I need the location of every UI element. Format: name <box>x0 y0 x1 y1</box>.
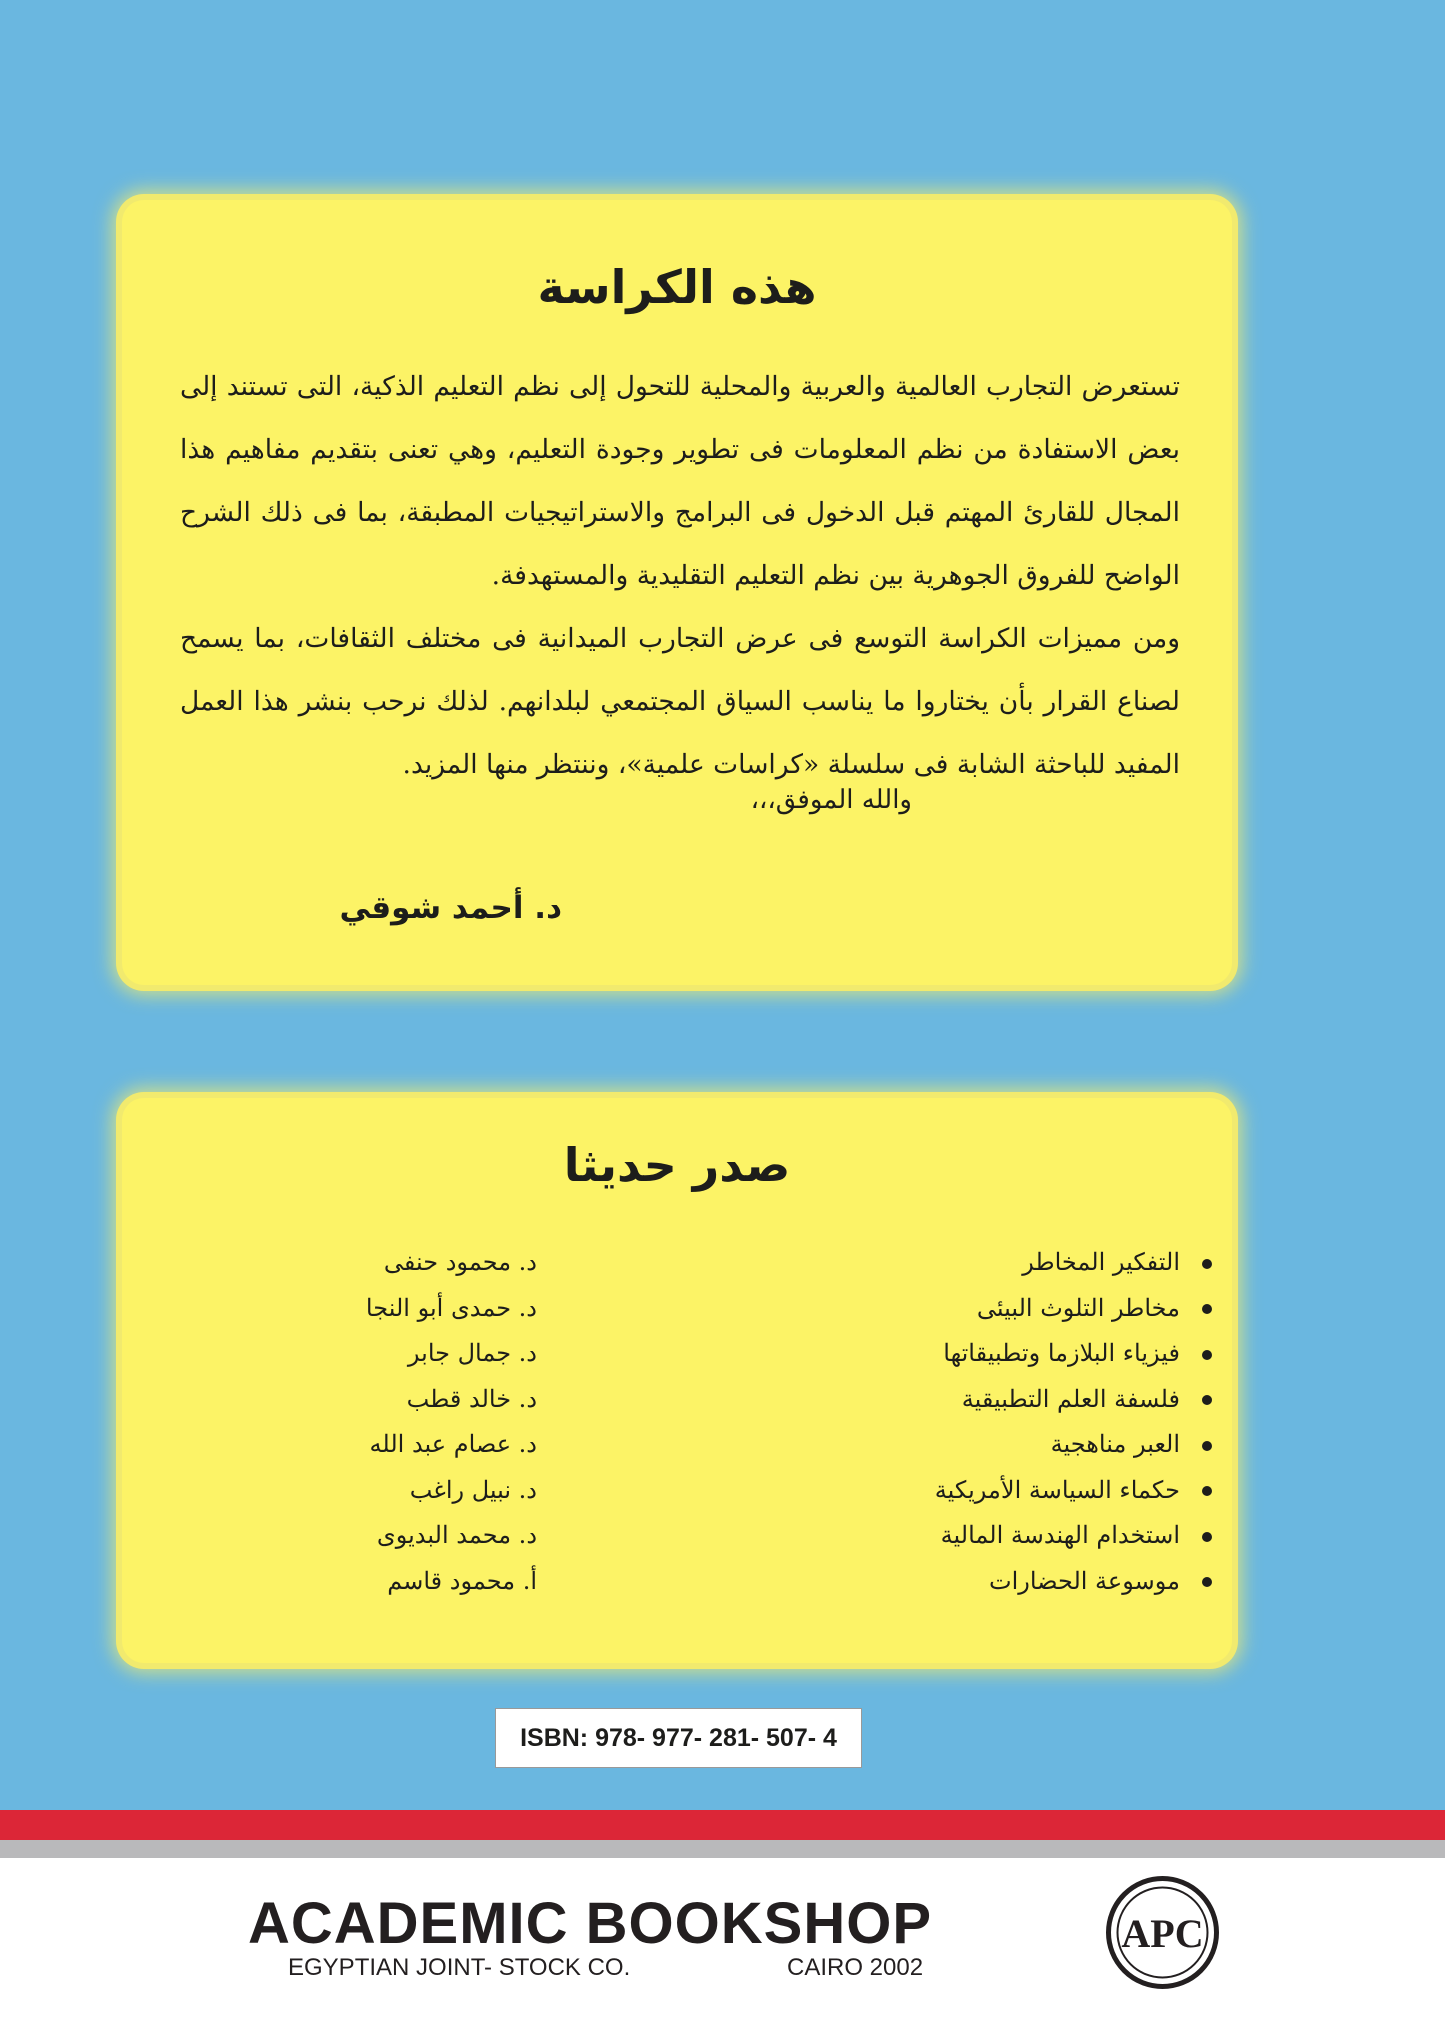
publisher-city: CAIRO 2002 <box>787 1954 924 1981</box>
book-author: د. خالد قطب <box>406 1384 537 1413</box>
recently-published-card <box>122 1098 1232 1663</box>
list-item <box>812 1240 1212 1286</box>
book-author: د. محمد البديوى <box>376 1521 537 1549</box>
bullet-icon <box>1202 1486 1212 1496</box>
book-title: موسوعة الحضارات <box>988 1566 1180 1595</box>
bullet-icon <box>1202 1304 1212 1314</box>
bullet-icon <box>1202 1441 1212 1451</box>
author-signature: د. أحمد شوقي <box>339 890 562 926</box>
logo-letters: APC <box>1121 1911 1204 1956</box>
book-title: فلسفة العلم التطبيقية <box>961 1384 1180 1413</box>
publisher-name: ACADEMIC BOOKSHOP <box>248 1891 933 1956</box>
book-author: د. نبيل راغب <box>409 1475 537 1504</box>
book-title: العبر مناهجية <box>1050 1430 1180 1458</box>
book-title: حكماء السياسة الأمريكية <box>934 1475 1180 1504</box>
bullet-icon <box>1202 1532 1212 1542</box>
publisher-company: EGYPTIAN JOINT- STOCK CO. <box>288 1954 631 1981</box>
book-author: د. حمدى أبو النجا <box>365 1293 537 1322</box>
about-paragraph-1: تستعرض التجارب العالمية والعربية والمحلية للتحول إلى نظم التعليم الذكية، التى تستند إلى بعض الاستفادة من نظم المعلومات فى تطوير وجودة التعليم، وهي تعنى بتقديم مفاهيم هذا المجال للقارئ المهتم قبل الدخول فى البرامج والاستراتيجيات المطبقة، بما فى ذلك الشرح الواضح للفروق الجوهرية بين نظم التعليم التقليدية والمستهدفة. <box>180 371 1180 591</box>
book-author: أ. محمود قاسم <box>387 1566 537 1595</box>
closing-line: والله الموفق،،، <box>750 785 912 815</box>
about-booklet-card <box>122 200 1232 985</box>
list-item <box>812 1422 1212 1468</box>
bullet-icon <box>1202 1350 1212 1360</box>
bullet-icon <box>1202 1577 1212 1587</box>
red-stripe <box>0 1810 1445 1840</box>
book-title: التفكير المخاطر <box>1022 1248 1180 1276</box>
list-item <box>812 1559 1212 1605</box>
list-item <box>812 1286 1212 1332</box>
book-title: استخدام الهندسة المالية <box>940 1521 1180 1549</box>
book-title: فيزياء البلازما وتطبيقاتها <box>943 1339 1180 1367</box>
list-item <box>812 1331 1212 1377</box>
about-body <box>180 355 1180 796</box>
book-author: د. جمال جابر <box>407 1339 537 1367</box>
recent-authors-list <box>237 1240 537 1604</box>
bullet-icon <box>1202 1259 1212 1269</box>
book-author: د. محمود حنفى <box>383 1248 537 1276</box>
publisher-logo-icon <box>1105 1875 1220 1990</box>
about-paragraph-2: ومن مميزات الكراسة التوسع فى عرض التجارب الميدانية فى مختلف الثقافات، بما يسمح لصناع القرار بأن يختاروا ما يناسب السياق المجتمعي لبلدانهم. لذلك نرحب بنشر هذا العمل المفيد للباحثة الشابة فى سلسلة «كراسات علمية»، وننتظر منها المزيد. <box>180 623 1180 780</box>
isbn-box: ISBN: 978- 977- 281- 507- 4 <box>495 1708 862 1768</box>
recent-titles-list <box>812 1240 1212 1604</box>
about-title: هذه الكراسة <box>537 260 817 314</box>
list-item <box>812 1377 1212 1423</box>
recent-title: صدر حديثا <box>563 1138 791 1192</box>
list-item <box>812 1468 1212 1514</box>
list-item <box>812 1513 1212 1559</box>
book-author: د. عصام عبد الله <box>369 1430 537 1458</box>
book-title: مخاطر التلوث البيئى <box>976 1293 1180 1322</box>
gray-stripe <box>0 1840 1445 1858</box>
bullet-icon <box>1202 1395 1212 1405</box>
